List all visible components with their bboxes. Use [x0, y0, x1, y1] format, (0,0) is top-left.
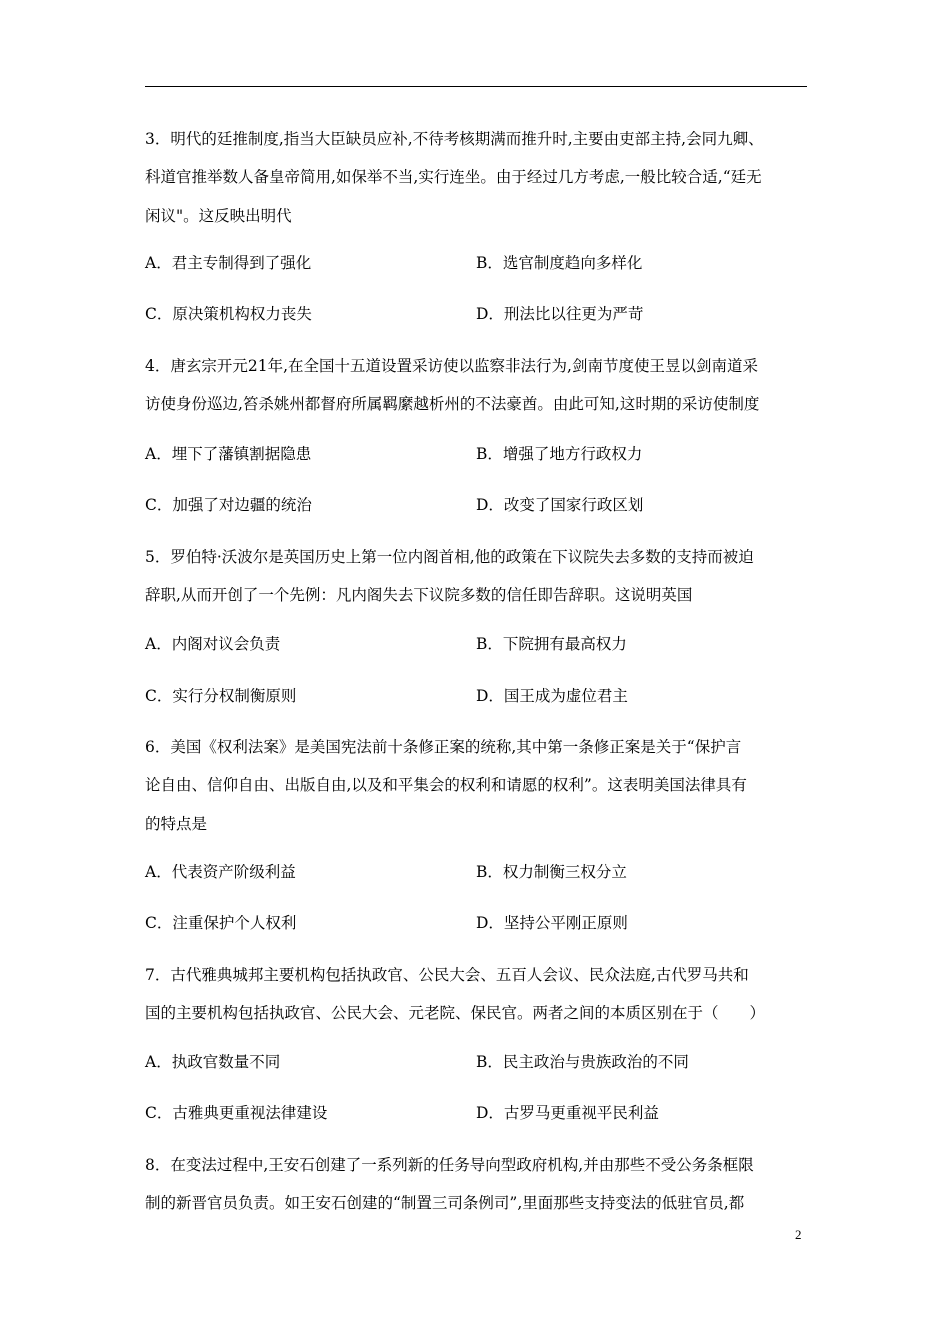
question-4-option-b: B．增强了地方行政权力	[476, 445, 643, 463]
question-6-option-b: B．权力制衡三权分立	[476, 863, 627, 881]
question-3-option-d: D．刑法比以往更为严苛	[476, 305, 644, 323]
question-5-stem	[145, 538, 807, 615]
question-6-line-3: 的特点是	[145, 814, 208, 833]
question-4-line-2: 访使身份巡边,笞杀姚州都督府所属羁縻越析州的不法豪酋。由此可知,这时期的采访使制度	[145, 395, 760, 414]
question-5-option-d: D．国王成为虚位君主	[476, 687, 628, 705]
question-6-option-d: D．坚持公平刚正原则	[476, 914, 628, 932]
question-7-option-c: C．古雅典更重视法律建设	[145, 1104, 328, 1122]
question-4-option-a: A．埋下了藩镇割据隐患	[145, 445, 312, 463]
question-5-option-b: B．下院拥有最高权力	[476, 635, 627, 653]
question-6-line-1: 6．美国《权利法案》是美国宪法前十条修正案的统称,其中第一条修正案是关于“保护言	[145, 738, 742, 756]
page-number: 2	[795, 1227, 802, 1242]
question-7-stem	[145, 956, 807, 1033]
question-5-option-c: C．实行分权制衡原则	[145, 687, 297, 705]
question-7-line-1: 7．古代雅典城邦主要机构包括执政官、公民大会、五百人会议、民众法庭,古代罗马共和	[145, 966, 749, 984]
question-3-option-a: A．君主专制得到了强化	[145, 254, 312, 272]
question-7-option-d: D．古罗马更重视平民利益	[476, 1104, 659, 1122]
question-7-option-b: B．民主政治与贵族政治的不同	[476, 1053, 689, 1071]
question-3-line-3: 闲议"。这反映出明代	[145, 206, 292, 225]
question-7-option-a: A．执政官数量不同	[145, 1053, 281, 1071]
question-6-stem	[145, 728, 807, 843]
question-3-stem	[145, 120, 807, 235]
question-3-option-b: B．选官制度趋向多样化	[476, 254, 643, 272]
header-rule	[145, 86, 807, 87]
question-8-line-1: 8．在变法过程中,王安石创建了一系列新的任务导向型政府机构,并由那些不受公务条框限	[145, 1156, 754, 1174]
question-6-option-c: C．注重保护个人权利	[145, 914, 297, 932]
question-6-line-2: 论自由、信仰自由、出版自由,以及和平集会的权利和请愿的权利”。这表明美国法律具有	[145, 776, 747, 795]
question-3-option-c: C．原决策机构权力丧失	[145, 305, 312, 323]
question-5-line-1: 5．罗伯特·沃波尔是英国历史上第一位内阁首相,他的政策在下议院失去多数的支持而被迫	[145, 548, 754, 566]
question-4-option-c: C．加强了对边疆的统治	[145, 496, 312, 514]
question-4-stem	[145, 347, 807, 424]
question-5-line-2: 辞职,从而开创了一个先例：凡内阁失去下议院多数的信任即告辞职。这说明英国	[145, 586, 693, 605]
question-8-stem	[145, 1146, 807, 1223]
question-6-option-a: A．代表资产阶级利益	[145, 863, 296, 881]
question-3-line-1: 3．明代的廷推制度,指当大臣缺员应补,不待考核期满而推升时,主要由吏部主持,会同九卿、	[145, 130, 764, 148]
question-3-line-2: 科道官推举数人备皇帝简用,如保举不当,实行连坐。由于经过几方考虑,一般比较合适,“廷无	[145, 168, 762, 187]
question-4-option-d: D．改变了国家行政区划	[476, 496, 644, 514]
question-7-line-2: 国的主要机构包括执政官、公民大会、元老院、保民官。两者之间的本质区别在于（ ）	[145, 1004, 766, 1023]
question-8-line-2: 制的新晋官员负责。如王安石创建的“制置三司条例司”,里面那些支持变法的低驻官员,都	[145, 1194, 745, 1213]
question-5-option-a: A．内阁对议会负责	[145, 635, 281, 653]
question-4-line-1: 4．唐玄宗开元21年,在全国十五道设置采访使以监察非法行为,剑南节度使王昱以剑南道采	[145, 357, 758, 375]
